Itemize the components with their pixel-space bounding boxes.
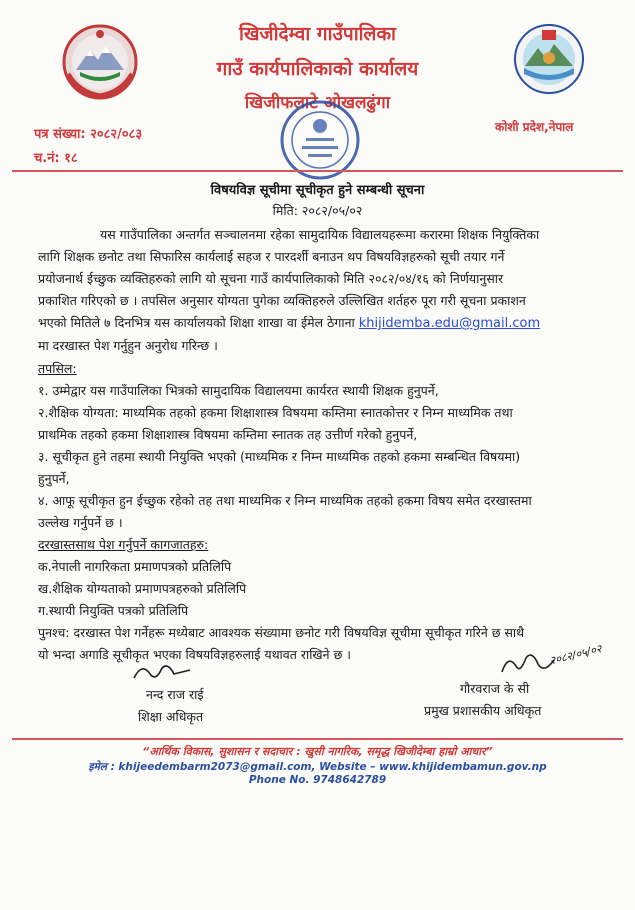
notice-date: मिति: २०८२/०५/०२: [272, 203, 363, 218]
tapasil-line: ३. सूचीकृत हुने तहमा स्थायी नियुक्ति भएको (माध्यमिक र निम्न माध्यमिक तहको हकमा सम्बन्धित विषयमा): [38, 449, 521, 464]
para-email-prefix: भएको मितिले ७ दिनभित्र यस कार्यालयको शिक्षा शाखा वा ईमेल ठेगाना: [38, 315, 355, 330]
tapasil-line: २.शैक्षिक योग्यता: माध्यमिक तहको हकमा शिक्षाशास्त्र विषयमा कम्तिमा स्नातकोत्तर र निम्न माध्यमिक तथा: [38, 405, 513, 420]
tapasil-line: उल्लेख गर्नुपर्ने छ ।: [38, 515, 123, 530]
tapasil-line: हुनुपर्ने,: [38, 471, 70, 486]
document-item: ग.स्थायी नियुक्ति पत्रको प्रतिलिपि: [38, 603, 189, 618]
right-signature-icon: [498, 648, 558, 678]
office-address: खिजीफलाटे ओखलढुंगा: [244, 93, 391, 113]
office-name-line2: गाउँ कार्यपालिकाको कार्यालय: [216, 58, 419, 80]
para-line: यस गाउँपालिका अन्तर्गत सञ्चालनमा रहेका सामुदायिक विद्यालयहरूमा करारमा शिक्षक नियुक्तिका: [100, 227, 540, 242]
email-link[interactable]: khijidemba.edu@gmail.com: [358, 316, 541, 331]
tapasil-section: [38, 358, 598, 534]
para-line: प्रकाशित गरिएको छ । तपसिल अनुसार योग्यता पुगेका व्यक्तिहरुले उल्लिखित शर्तहरु पूरा गरी सूचना प्रकाशन: [38, 293, 526, 308]
tapasil-line: १. उम्मेद्वार यस गाउँपालिका भित्रको सामुदायिक विद्यालयमा कार्यरत स्थायी शिक्षक हुनुपर्ने,: [38, 383, 439, 398]
notice-paragraph: [38, 224, 598, 357]
right-signatory-name: गौरवराज के सी: [460, 681, 530, 696]
footer-slogan: “आर्थिक विकास, सुशासन र सदाचार : खुसी नागरिक, समृद्ध खिजीदेम्बा हाम्रो आधार”: [142, 745, 493, 758]
left-signatory-name: नन्द राज राई: [146, 687, 204, 702]
para-line: मा दरखास्त पेश गर्नुहुन अनुरोध गरिन्छ ।: [38, 338, 218, 353]
right-signature-date: २०८२/०५/०२: [548, 642, 603, 668]
tapasil-heading: तपसिल:: [38, 361, 77, 376]
tapasil-line: प्राथमिक तहको हकमा शिक्षाशास्त्र विषयमा कम्तिमा स्नातक तह उत्तीर्ण गरेको हुनुपर्ने,: [38, 427, 418, 442]
note-line: पुनश्च: दरखास्त पेश गर्नेहरू मध्येबाट आवश्यक संख्यामा छनोट गरी विषयविज्ञ सूचीमा सूचीकृत गरिने छ साथै: [38, 625, 525, 640]
para-line: लागि शिक्षक छनोट तथा सिफारिस कार्यलाई सहज र पारदर्शी बनाउन थप विषयविज्ञहरुको सूची तयार गर्ने: [38, 249, 505, 264]
documents-heading: दरखास्तसाथ पेश गर्नुपर्ने कागजातहरु:: [38, 537, 209, 552]
note-line: यो भन्दा अगाडि सूचीकृत भएका विषयविज्ञहरुलाई यथावत राखिने छ ।: [38, 647, 352, 662]
notice-title: विषयविज्ञ सूचीमा सूचीकृत हुने सम्बन्धी सूचना: [210, 183, 425, 198]
footer-divider: [12, 738, 623, 740]
para-line: प्रयोजनार्थ ईच्छुक व्यक्तिहरुको लागि यो सूचना गाउँ कार्यपालिकाको मिति २०८२/०४/१६ को निर्णयानुसार: [38, 271, 504, 286]
footer-contact: इमेल : khijeedembarm2073@gmail.com, Website – www.khijidembamun.gov.np: [88, 761, 547, 773]
right-signatory-title: प्रमुख प्रशासकीय अधिकृत: [424, 703, 542, 718]
left-signatory-title: शिक्षा अधिकृत: [138, 709, 204, 724]
province-label: कोशी प्रदेश,नेपाल: [495, 120, 574, 134]
para-line: [38, 312, 598, 335]
dispatch-number: च.नं: १८: [34, 151, 78, 166]
header-divider: [12, 170, 623, 172]
left-signature-icon: [130, 660, 200, 684]
letter-number: पत्र संख्या: २०८२/०८३: [34, 127, 143, 142]
document-item: क.नेपाली नागरिकता प्रमाणपत्रको प्रतिलिपि: [38, 559, 232, 574]
document-item: ख.शैक्षिक योग्यताको प्रमाणपत्रहरुको प्रतिलिपि: [38, 581, 247, 596]
footer-phone: Phone No. 9748642789: [248, 774, 387, 786]
tapasil-line: ४. आफू सूचीकृत हुन ईच्छुक रहेको तह तथा माध्यमिक र निम्न माध्यमिक तहको हकमा विषय समेत दरखास्तमा: [38, 493, 532, 508]
documents-section: [38, 534, 598, 622]
office-name-line1: खिजीदेम्वा गाउँपालिका: [239, 23, 396, 45]
